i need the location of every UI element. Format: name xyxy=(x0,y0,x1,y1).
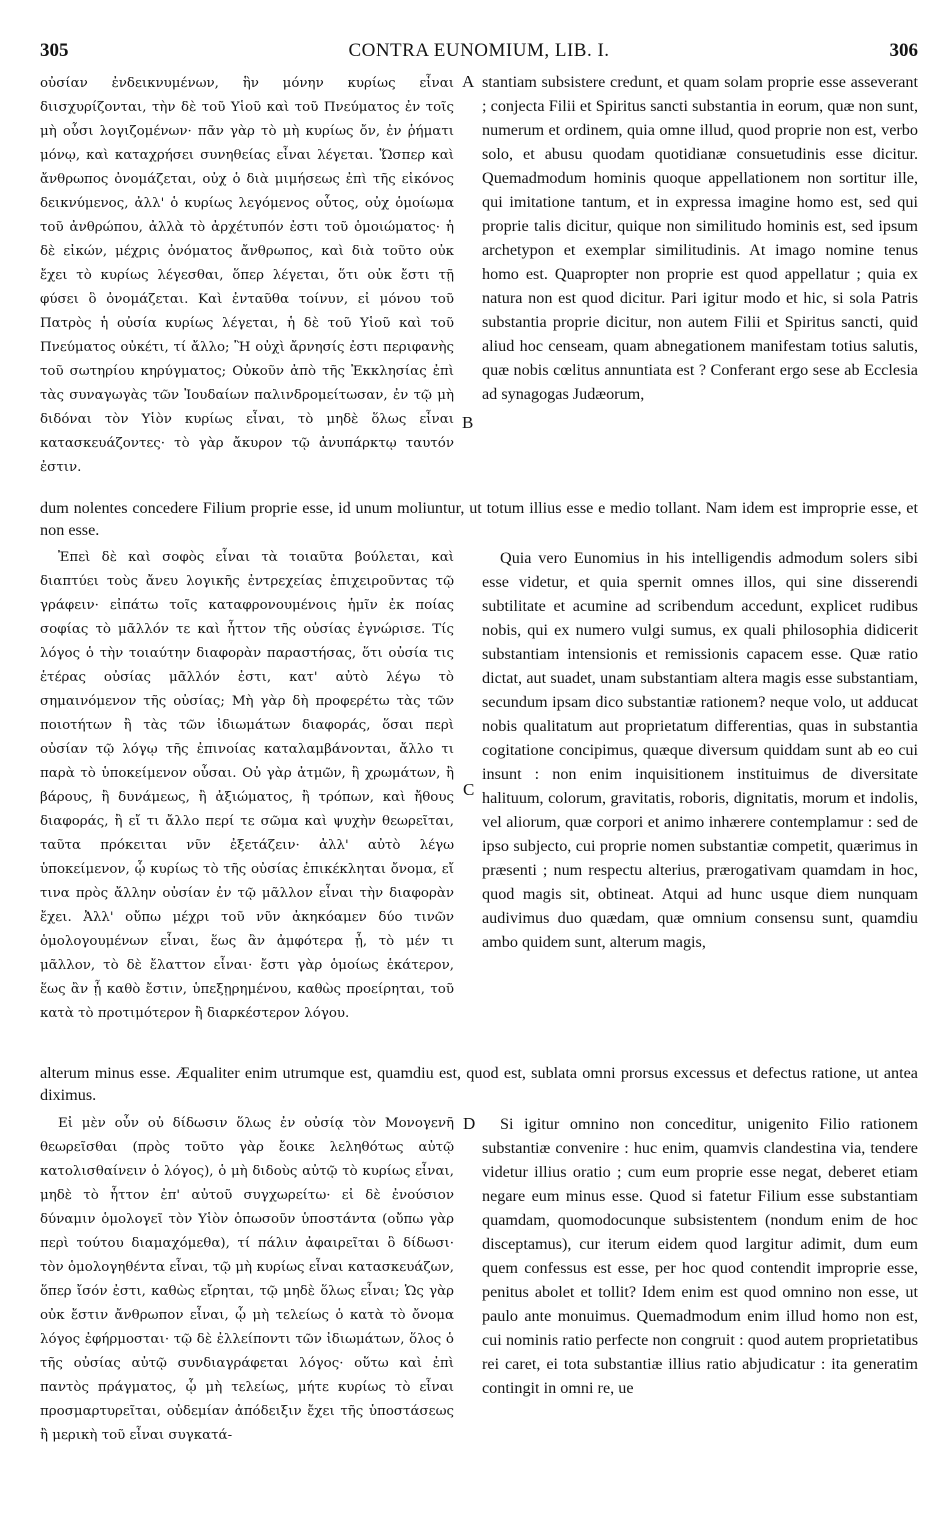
latin-column-section-3 xyxy=(482,1112,918,1484)
latin-paragraph: Quia vero Eunomius in his intelligendis admodum solers sibi esse videtur, et quia spernit omnes illos, qui sine disserendi subtilitate et acumine ad scribendum accedunt, explicet rudibus nobis, qui ex numero vulgi sumus, ex quali philosophia didicerit substantiam intensionis et remissionis capacem esse. Quæ ratio dictat, aut suadet, unam substantiam altera magis esse substantiam, secundum ipsam dico substantiæ rationem? neque volo, ut adducat nobis qualitatum aut proprietatum differentias, quas in substantia cogitatione concipimus, quæque diversum quiddam sunt ab eo cui insunt : non enim inquisitionem instituimus de diversitate halituum, colorum, gravitatis, roboris, dignitatis, morum et indolis, vel aliorum, quæ corpori et animo inhærere contemplamur : sed de ipso subjecto, cui proprie nomen substantiæ competit, quærimus in præsenti ; num respectu alterius, prærogativam quamdam in hoc, quod magis sit, obtineat. Atqui ad hunc usque diem nunquam audivimus duo quædam, quæ omnium consensu sunt, quamdiu ambo quidem sunt, alterum magis, xyxy=(482,549,918,951)
greek-column-section-3 xyxy=(40,1112,454,1484)
greek-column-section-1 xyxy=(40,72,454,494)
running-header xyxy=(40,40,918,68)
latin-paragraph: stantiam subsistere credunt, et quam solam proprie esse asseverant ; conjecta Filii et Spiritus sancti substantia in eorum, quæ non sunt, numerum et ordinem, quia omne illud, quod proprie non est, verbo solo, et abusu quodam quotidianæ consuetudinis esse dicitur. Quemadmodum hominis quoque appellationem non sortitur ille, qui imitatione tantum, et in expressa imagine homo est, sed qui proprie talis dicitur, quique non similitudo hominis est, sed ipsum archetypon et exemplar similitudinis. At imago nomine tenus homo est. Quapropter non proprie est quod appellatur ; quia ex natura non est quod dicitur. Pari igitur modo et hic, si sola Patris substantia proprie dicitur, non autem Filii et Spiritus sancti, quid aliud hoc censeam, quam abnegationem manifestam totius salutis, quæ nobis cœlitus annuntiata est ? Conferant ergo sese ab Ecclesia ad synagogas Judæorum, xyxy=(482,73,918,403)
latin-paragraph: Si igitur omnino non conceditur, unigenito Filio rationem substantiæ convenire : huc enim, quamvis clandestina via, tendere videtur illius oratio ; cum eum proprie esse negat, deberet etiam negare eum minus esse. Quod si fatetur Filium esse substantiam quamdam, quomodocunque subsistentem (nondum enim de hoc disceptamus), cur iterum eidem quod largitur adimit, dum eum quem confessus est esse, per hoc quod contendit improprie esse, penitus abolet et tollit? Idem enim est quod omnino non esse, ut paulo ante monuimus. Quemadmodum enim illud homo non est, cui nominis ratio perfecte non congruit : quod autem proprietatibus rei caret, ei tota substantiæ illius ratio abjudicatur : ita generatim contingit in omni re, ue xyxy=(482,1115,918,1397)
page-number-right: 306 xyxy=(889,40,918,61)
margin-marker-a: A xyxy=(462,72,475,91)
greek-column-section-2 xyxy=(40,546,454,1060)
greek-paragraph: Ἐπεὶ δὲ καὶ σοφὸς εἶναι τὰ τοιαῦτα βούλεται, καὶ διαπτύει τοὺς ἄνευ λογικῆς ἐντρεχείας ἐπιχειροῦντας τῷ γράφειν· εἰπάτω τοῖς καταφρονουμένοις ἡμῖν ἐκ ποίας σοφίας τὸ μᾶλλόν τε καὶ ἧττον τῆς οὐσίας ἐγνώρισε. Τίς λόγος ὁ τὴν τοιαύτην διαφορὰν παραστήσας, ὅτι οὐσία τις ἑτέρας οὐσίας μᾶλλόν ἐστι, κατ' αὐτὸ λέγω τὸ σημαινόμενον τῆς οὐσίας; Μὴ γὰρ δὴ προφερέτω τὰς τῶν ποιοτήτων ἢ τὰς τῶν ἰδιωμάτων διαφοράς, ὅσαι περὶ οὐσίαν τῷ λόγῳ τῆς ἐπινοίας καταλαμβάνονται, ἄλλο τι παρὰ τὸ ὑποκείμενον οὖσαι. Οὐ γὰρ ἀτμῶν, ἢ χρωμάτων, ἢ βάρους, ἢ δυνάμεως, ἢ ἀξιώματος, ἢ τρόπων, καὶ ἤθους διαφοράς, ἢ εἴ τι ἄλλο περί τε σῶμα καὶ ψυχὴν θεωρεῖται, ταῦτα πρόκειται νῦν ἐξετάζειν· ἀλλ' αὐτὸ λέγω ὑποκείμενον, ᾧ κυρίως τὸ τῆς οὐσίας ἐπικέκληται ὄνομα, εἴ τινα πρὸς ἄλλην οὐσίαν ἐν τῷ μᾶλλον εἶναι τὴν διαφορὰν ἔχει. Ἀλλ' οὔπω μέχρι τοῦ νῦν ἀκηκόαμεν δύο τινῶν ὁμολογουμένων εἶναι, ἕως ἂν ἀμφότερα ᾖ, τὸ μέν τι μᾶλλον, τὸ δὲ ἔλαττον εἶναι· ἔστι γὰρ ὁμοίως ἑκάτερον, ἕως ἂν ᾖ καθὸ ἔστιν, ὑπεξῃρημένου, καθὼς προείρηται, τοῦ κατὰ τὸ προτιμότερον ἢ διαρκέστερον λόγου. xyxy=(40,550,454,1021)
margin-marker-d: D xyxy=(463,1114,476,1133)
latin-column-section-2 xyxy=(482,546,918,1060)
margin-marker-b: B xyxy=(462,413,474,432)
margin-marker-c: C xyxy=(463,780,475,799)
greek-paragraph: Εἰ μὲν οὖν οὐ δίδωσιν ὅλως ἐν οὐσίᾳ τὸν Μονογενῆ θεωρεῖσθαι (πρὸς τοῦτο γὰρ ἔοικε λεληθότως αὐτῷ κατολισθαίνειν ὁ λόγος), ὁ μὴ διδοὺς αὐτῷ τὸ κυρίως εἶναι, μηδὲ τὸ ἧττον ἐπ' αὐτοῦ συγχωρείτω· εἰ δὲ ἐνούσιον δύναμιν ὁμολογεῖ τὸν Υἱὸν ὁπωσοῦν ὑποστάντα (οὔπω γὰρ περὶ τούτου διαμαχόμεθα), τί πάλιν ἀφαιρεῖται ὃ δίδωσι· τὸν ὁμολογηθέντα εἶναι, τῷ μὴ κυρίως εἶναι κατασκευάζων, ὅπερ ἴσόν ἐστι, καθὼς εἴρηται, τῷ μηδὲ ὅλως εἶναι; Ὡς γὰρ οὐκ ἔστιν ἄνθρωπον εἶναι, ᾧ μὴ τελείως ὁ κατὰ τὸ ὄνομα λόγος ἐφήρμοσται· τῷ δὲ ἐλλείποντι τῶν ἰδιωμάτων, ὅλος ὁ τῆς οὐσίας αὐτῷ συνδιαγράφεται λόγος· οὕτω καὶ ἐπὶ παντὸς πράγματος, ᾧ μὴ τελείως, μήτε κυρίως τὸ εἶναι προσμαρτυρεῖται, οὐδεμίαν ἀπόδειξιν ἔχει τῆς ὑποστάσεως ἢ μερικὴ τοῦ εἶναι συγκατά- xyxy=(40,1116,454,1443)
spanning-text-section-2 xyxy=(40,1062,918,1108)
latin-spanning-line: alterum minus esse. Æqualiter enim utrumque est, quamdiu est, quod est, sublata omni prorsus excessus et defectus ratione, ut antea diximus. xyxy=(40,1064,918,1104)
greek-paragraph: οὐσίαν ἐνδεικνυμένων, ἣν μόνην κυρίως εἶναι διισχυρίζονται, τὴν δὲ τοῦ Υἱοῦ καὶ τοῦ Πνεύματος ἐν τοῖς μὴ οὖσι λογιζομένων· πᾶν γὰρ τὸ μὴ κυρίως ὄν, ἐν ῥήματι μόνῳ, καὶ καταχρήσει συνηθείας εἶναι λέγεται. Ὥσπερ καὶ ἄνθρωπος ὀνομάζεται, οὐχ ὁ διὰ μιμήσεως ἐπὶ τῆς εἰκόνος δεικνύμενος, ἀλλ' ὁ κυρίως λεγόμενος οὗτος, οὐχ ὁμοίωμα τοῦ ἀνθρώπου, ἀλλὰ τὸ ἀρχέτυπόν ἐστι τοῦ ὁμοιώματος· ἡ δὲ εἰκών, μέχρις ὀνόματος ἄνθρωπος, καὶ διὰ τοῦτο οὐκ ἔχει τὸ κυρίως λέγεσθαι, ὅπερ λέγεται, ὅτι οὐκ ἔστι τῇ φύσει ὃ ὀνομάζεται. Καὶ ἐνταῦθα τοίνυν, εἰ μόνου τοῦ Πατρὸς ἡ οὐσία κυρίως λέγεται, ἡ δὲ τοῦ Υἱοῦ καὶ τοῦ Πνεύματος οὐκέτι, τί ἄλλο; Ἢ οὐχὶ ἄρνησίς ἐστι περιφανὴς τοῦ σωτηρίου κηρύγματος; Οὐκοῦν ἀπὸ τῆς Ἐκκλησίας ἐπὶ τὰς συναγωγὰς τῶν Ἰουδαίων παλινδρομείτωσαν, ἐν τῷ μὴ διδόναι τὸν Υἱὸν κυρίως εἶναι, τὸ μηδὲ ὅλως εἶναι κατασκευάζοντες· τὸ γὰρ ἄκυρον τῷ ἀνυπάρκτῳ ταυτόν ἐστιν. xyxy=(40,76,454,475)
page-number-left: 305 xyxy=(40,40,69,61)
running-title: CONTRA EUNOMIUM, LIB. I. xyxy=(348,40,610,61)
latin-spanning-line: dum nolentes concedere Filium proprie esse, id unum moliuntur, ut totum illius esse e medio tollant. Nam idem est improprie esse, et non esse. xyxy=(40,499,918,539)
latin-column-section-1 xyxy=(482,70,918,494)
spanning-text-section-1 xyxy=(40,497,918,543)
